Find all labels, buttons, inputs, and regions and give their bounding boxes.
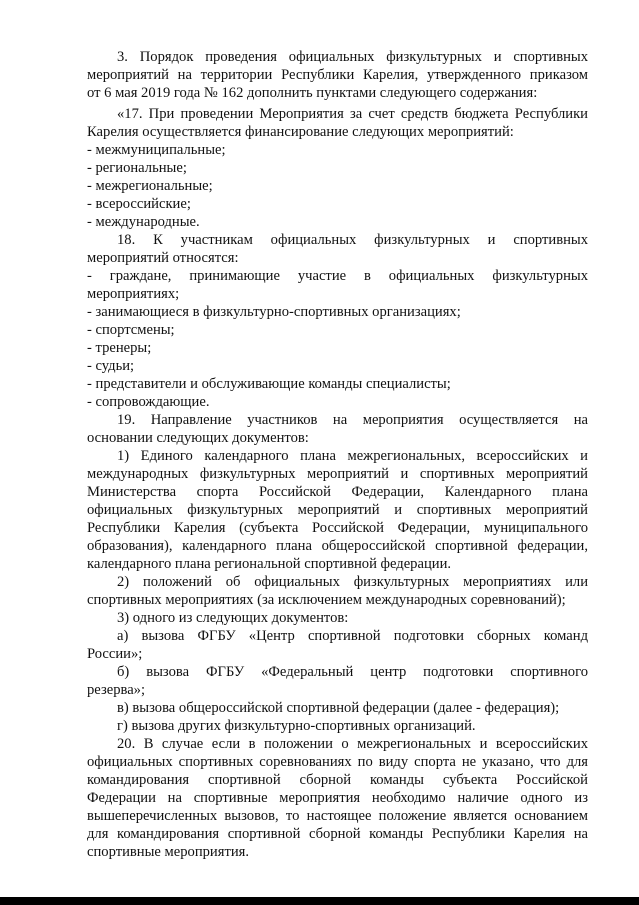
- text-line: для командирования спортивной сборной команды Республики Карелия на: [87, 826, 588, 842]
- text-line: образования), календарного плана общероссийской спортивной федерации,: [87, 538, 588, 554]
- text-line: 1) Единого календарного плана межрегиональных, всероссийских и: [117, 448, 588, 464]
- list-item: - региональные;: [87, 160, 187, 176]
- text-line: от 6 мая 2019 года № 162 дополнить пунктами следующего содержания:: [87, 85, 538, 101]
- text-line: мероприятиях;: [87, 286, 180, 302]
- text-line: вышеперечисленных вызовов, то настоящее положение является основанием: [87, 808, 588, 824]
- text-line: календарного плана региональной спортивной федерации.: [87, 556, 452, 572]
- text-line: резерва»;: [87, 682, 146, 698]
- text-line: 3) одного из следующих документов:: [117, 610, 349, 626]
- text-line: 2) положений об официальных физкультурных мероприятиях или: [117, 574, 588, 590]
- text-line: 19. Направление участников на мероприятия осуществляется на: [117, 412, 588, 428]
- text-line: основании следующих документов:: [87, 430, 309, 446]
- text-line: 3. Порядок проведения официальных физкультурных и спортивных: [117, 49, 588, 65]
- text-line: официальных спортивных соревнованиях по виду спорта не указано, что для: [87, 754, 588, 770]
- list-item: - межмуниципальные;: [87, 142, 226, 158]
- text-line: командирования спортивной сборной команды субъекта Российской: [87, 772, 588, 788]
- text-line: международных физкультурных мероприятий и спортивных мероприятий: [87, 466, 588, 482]
- text-line: спортивных мероприятиях (за исключением международных соревнований);: [87, 592, 566, 608]
- text-line: 20. В случае если в положении о межрегиональных и всероссийских: [117, 736, 588, 752]
- list-item: - занимающиеся в физкультурно-спортивных организациях;: [87, 304, 461, 320]
- list-item: - судьи;: [87, 358, 135, 374]
- text-line: спортивные мероприятия.: [87, 844, 249, 860]
- bottom-edge-bar: [0, 897, 639, 905]
- text-line: г) вызова других физкультурно-спортивных организаций.: [117, 718, 476, 734]
- text-line: мероприятий относятся:: [87, 250, 239, 266]
- list-item: - граждане, принимающие участие в официальных физкультурных: [87, 268, 588, 284]
- list-item: - международные.: [87, 214, 200, 230]
- text-line: официальных физкультурных мероприятий и спортивных мероприятий: [87, 502, 588, 518]
- list-item: - спортсмены;: [87, 322, 175, 338]
- list-item: - межрегиональные;: [87, 178, 213, 194]
- text-line: Министерства спорта Российской Федерации, Календарного плана: [87, 484, 588, 500]
- text-line: б) вызова ФГБУ «Федеральный центр подготовки спортивного: [117, 664, 588, 680]
- text-line: «17. При проведении Мероприятия за счет средств бюджета Республики: [117, 106, 588, 122]
- list-item: - всероссийские;: [87, 196, 191, 212]
- text-line: а) вызова ФГБУ «Центр спортивной подготовки сборных команд: [117, 628, 588, 644]
- text-line: Республики Карелия (субъекта Российской Федерации, муниципального: [87, 520, 588, 536]
- text-line: в) вызова общероссийской спортивной федерации (далее - федерация);: [117, 700, 560, 716]
- text-line: мероприятий на территории Республики Карелия, утвержденного приказом: [87, 67, 588, 83]
- text-line: России»;: [87, 646, 143, 662]
- list-item: - тренеры;: [87, 340, 152, 356]
- text-line: Карелия осуществляется финансирование следующих мероприятий:: [87, 124, 514, 140]
- list-item: - сопровождающие.: [87, 394, 210, 410]
- text-line: Федерации на спортивные мероприятия необходимо наличие одного из: [87, 790, 588, 806]
- text-line: 18. К участникам официальных физкультурных и спортивных: [117, 232, 588, 248]
- list-item: - представители и обслуживающие команды специалисты;: [87, 376, 451, 392]
